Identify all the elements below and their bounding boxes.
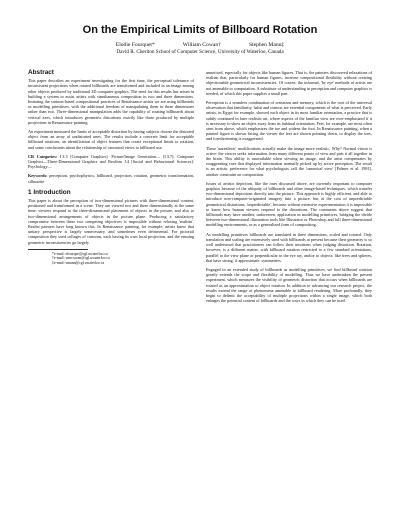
footnote: †e-mail: wmcowan@cgl.uwaterloo.ca: [52, 256, 110, 261]
left-column: [28, 70, 194, 307]
keywords: [28, 173, 194, 183]
cr-text: I.3.3 [Computer Graphics]: Picture/Image Generation— [I.3.7]: Computer Graphics—Three-Dimensional Graphics and Realism J.4 [Social and Behavioural Sciences]: Psychology—: [28, 153, 195, 170]
affiliation: David R. Cheriton School of Computer Science, University of Waterloo, Canada: [116, 49, 284, 55]
right-column: [206, 70, 372, 307]
footnote: *e-mail: efourque@cgl.uwaterloo.ca: [52, 251, 108, 256]
abstract-heading: Abstract: [28, 69, 54, 76]
body-paragraph: This paper is about the perception of two-dimensional pictures with three-dimensional content, positioned and transformed in a scene. They are viewed two and three dimensionally at the same time: viewers respond to the three-dimensional placement of objects in the picture, and also to two-dimensional arrangements of objects in the picture plane. Producing a satisfactory compromise between these two competing objectives is impossible without relaxing 'realism'. Realist painters have long known this. In Renaissance painting, for example, artists knew that unitary perspective is largely unnecessary, and sometimes even detrimental. For pictorial composition they used collages of cartoons, each having its own local projection, and the ensuing geometric inconsistencies go largely: [28, 198, 194, 245]
abstract-paragraph: This paper describes an experiment investigating for the first time, the perceptual tolerance of inconsistent projections when rotated billboards are transformed and included in an image among other objects produced by traditional 3D computer graphics. The need for this results has arisen in building a system to assist artists with simultaneous composition in two and three dimensions. Imitating the cartoon-based compositional practices of Renaissance artists we are using billboards as modelling primitives, with the additional freedom of manipulating them in three dimensions rather than two. Three-dimensional manipulation adds the capability of rotating billboards about vertical axes, which introduces geometric distortions exactly like those produced by multiple projections in Renaissance painting.: [28, 78, 194, 125]
body-paragraph: unnoticed, especially for objects like human figures. That is, the painters discovered relaxations of realism that, particularly for human figures, increase compositional flexibility without creating objectionable geometrical inconsistencies. Of course, the informal, 'by eye' methods of artists are not amenable to computation. A substitute of understanding in perception and computer graphics is needed, of which this paper supplies a small part.: [206, 70, 372, 96]
abstract-paragraph: An experiment measured the limits of acceptable distortion by having subjects choose the distorted object from an array of undistorted ones. The results include a concrete limit for acceptable billboard rotations, an identification of object features that create exceptional limits to rotation, and some conclusions about the relationship of canonical views to billboard use.: [28, 129, 194, 150]
keywords-label: Keywords:: [28, 173, 48, 179]
cr-categories: [28, 154, 194, 170]
body-columns: [28, 70, 372, 307]
body-paragraph: Issues of artistic depiction, like the ones discussed above, are currently important to computer graphics because of the ubiquity of billboards and other image-based techniques, which transfer two-dimensional depictions directly into the picture. This approach is highly efficient, and able to introduce non-computer-originated imagery into a picture, but at the cost of unpredictable geometrical distortions, 'unpredictable', because without extensive experimentation it is impossible to know how human viewers respond to the distortions. The comments above suggest that billboards may have another, unforeseen, application as modelling primitives, bridging the divide between two-dimensional illustration tools like Illustrator or Photoshop and full three-dimensional modelling environments, or as a generalized form of compositing.: [206, 180, 372, 228]
author-list: [28, 42, 372, 48]
keywords-text: perception, psychophysics, billboard, projection, rotation, geometric transformation, silhouette: [28, 173, 194, 184]
section-heading: 1 Introduction: [28, 188, 71, 196]
paper-title: On the Empirical Limits of Billboard Rotation: [82, 24, 318, 36]
author-name: William Cowan†: [182, 42, 221, 48]
author-name: Stephen Mann‡: [248, 42, 285, 48]
body-paragraph: Engaged in an extended study of billboards as modelling primitives, we find billboard rotation greatly extends the scope and flexibility of modelling. Thus we have undertaken the present experiment, which measures the visibility of geometric distortion that occurs when billboards are rotated as an approximation to object rotation. In addition to advancing our research project, the results extend the range of phenomena amenable to billboard rendering. More profoundly, they begin to delimit the acceptability of multiple projections within a single image, which both enlarges the potential content of billboards and the ways in which they can be used.: [206, 266, 372, 304]
body-paragraph: Perception is a seamless combination of sensation and memory, which is the root of the universal observation that familiarity, habit and context are essential components of what is perceived. Early artists, in Egypt for example, showed each object in its most familiar orientation, a practice that is subtly continued in later realistic art, where aspects of the familiar view are over-emphasized if it is necessary to show an object away from its habitual orientation. Feet, for example, are most often seen from above, which emphasizes the toe and widens the foot. In Renaissance painting, when a painted figure is shown facing the viewer the feet are shown pointing down, to display the toes, and foreshortening is exaggerated.: [206, 100, 372, 142]
cr-label: CR Categories:: [28, 153, 58, 159]
body-paragraph: These 'unrealistic' modifications actually make the image more realistic. Why? Normal vision is active: the viewer seeks information from many different points of view and puts it all together in the brain. This ability is unavailable when viewing an image, and the artist compensates by exaggerating cues that displayed information normally picked up by active perception. The result is an artistic preference for what psychologists call the 'canonical view' [Palmer et al. 1981], another constraint on composition.: [206, 145, 372, 177]
author-name: Elodie Fourquet*: [115, 42, 155, 48]
footnote: ‡e-mail: smann@cgl.uwaterloo.ca: [52, 261, 105, 266]
body-paragraph: As modelling primitives billboards are translated in three dimensions, scaled and rotated. Only translation and scaling are extensively used with billboards at present because their geometry is so well understood that practitioners can follow their intuitions when judging distortion. Rotation, however, is a different matter, with billboard rotation restricted to a few standard orientations, parallel to the view plane or perpendicular to the eye ray, and/or to objects, like trees and spheres, that have strong, if approximate, symmetries.: [206, 231, 372, 263]
